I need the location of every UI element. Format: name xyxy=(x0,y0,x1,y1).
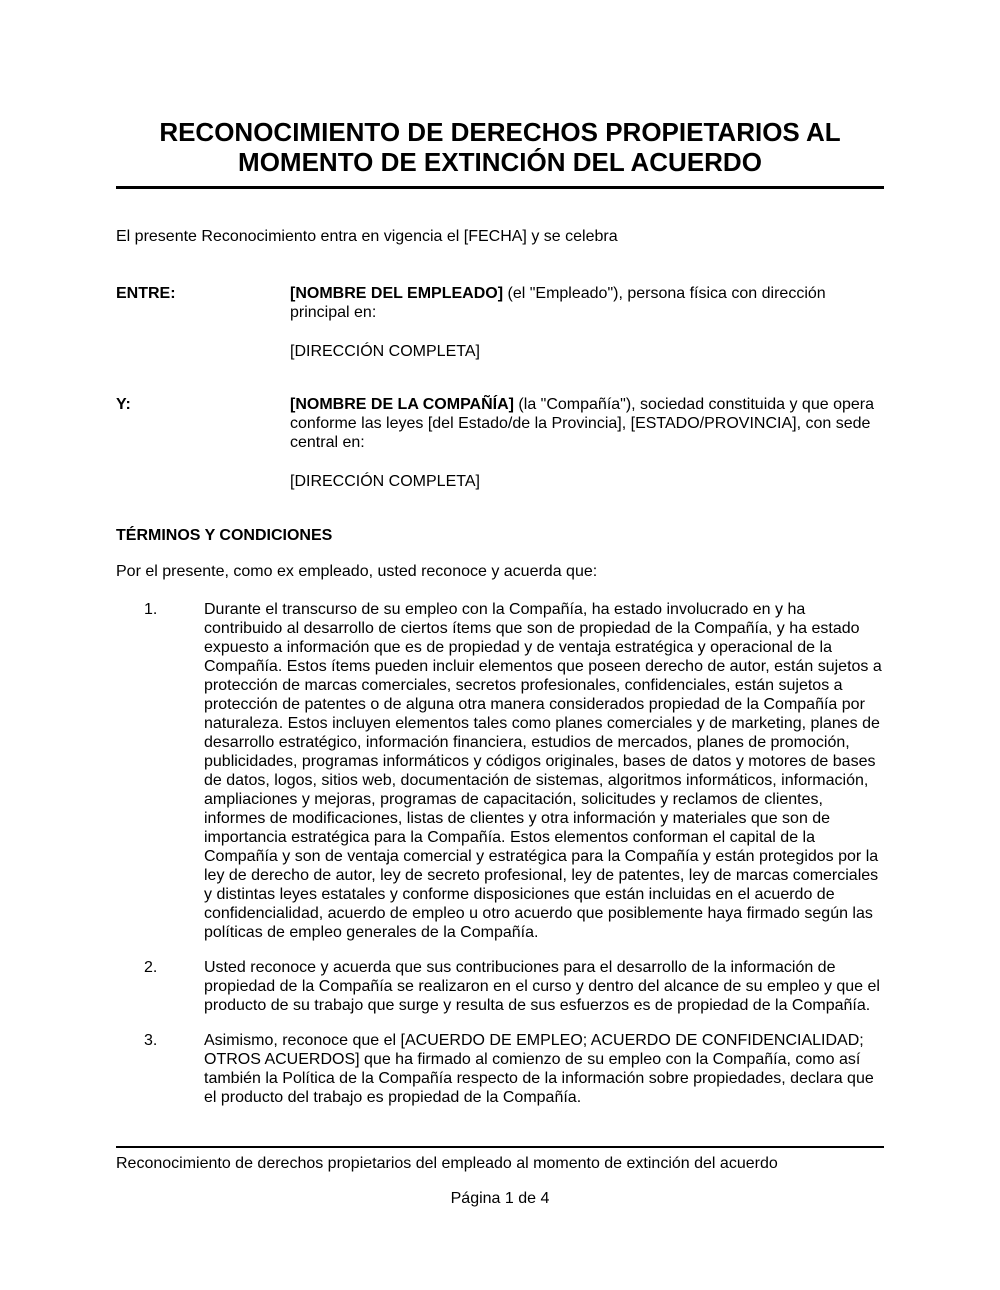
term-item-1 xyxy=(116,600,884,942)
party-description-entre xyxy=(290,284,884,322)
party-address-placeholder-company: [DIRECCIÓN COMPLETA] xyxy=(290,473,480,490)
page-title: RECONOCIMIENTO DE DERECHOS PROPIETARIOS AL MOMENTO DE EXTINCIÓN DEL ACUERDO xyxy=(159,117,841,177)
footer-page-number: Página 1 de 4 xyxy=(450,1190,550,1207)
party-description-y xyxy=(290,395,884,452)
party-body-entre xyxy=(290,284,884,361)
party-description-text-y: (la "Compañía"), sociedad constituida y que opera conforme las leyes [del Estado/de la Provincia], [ESTADO/PROVINCIA], con sede central en: xyxy=(290,396,874,451)
terms-intro-paragraph: Por el presente, como ex empleado, usted reconoce y acuerda que: xyxy=(116,563,598,580)
title-divider xyxy=(116,186,884,189)
party-block-y xyxy=(116,395,884,491)
footer-document-name: Reconocimiento de derechos propietarios del empleado al momento de extinción del acuerdo xyxy=(116,1155,778,1172)
term-number-1: 1. xyxy=(144,601,158,618)
party-block-entre xyxy=(116,284,884,361)
term-number-2: 2. xyxy=(144,959,158,976)
party-name-placeholder-company: [NOMBRE DE LA COMPAÑÍA] xyxy=(290,396,514,413)
party-label-entre: ENTRE: xyxy=(116,285,176,302)
party-address-placeholder-employee: [DIRECCIÓN COMPLETA] xyxy=(290,343,480,360)
term-item-2 xyxy=(116,958,884,1015)
intro-paragraph: El presente Reconocimiento entra en vigencia el [FECHA] y se celebra xyxy=(116,228,618,245)
term-number-3: 3. xyxy=(144,1032,158,1049)
party-label-y: Y: xyxy=(116,396,131,413)
page-footer xyxy=(116,1146,884,1208)
party-body-y xyxy=(290,395,884,491)
term-text-2: Usted reconoce y acuerda que sus contribuciones para el desarrollo de la información de propiedad de la Compañía se realizaron en el curso y dentro del alcance de su empleo y que el producto de su trabajo que surge y resulta de sus esfuerzos es de propiedad de la Compañía. xyxy=(204,959,880,1014)
party-name-placeholder-employee: [NOMBRE DEL EMPLEADO] xyxy=(290,285,504,302)
party-description-text-entre: (el "Empleado"), persona física con dirección principal en: xyxy=(290,285,826,321)
term-text-1: Durante el transcurso de su empleo con la Compañía, ha estado involucrado en y ha contribuido al desarrollo de ciertos ítems que son de propiedad de la Compañía, y ha estado expuesto a información que es de propiedad y de ventaja estratégica y operacional de la Compañía. Estos ítems pueden incluir elementos que poseen derecho de autor, están sujetos a protección de marcas comerciales, secretos profesionales, confidenciales, están sujetos a protección de patentes o de alguna otra manera considerados propiedad de la Compañía por naturaleza. Estos incluyen elementos tales como planes comerciales y de marketing, planes de desarrollo estratégico, información financiera, estudios de mercados, planes de promoción, publicidades, programas informáticos y códigos originales, bases de datos y motores de bases de datos, logos, sitios web, documentación de sistemas, algoritmos informáticos, información, ampliaciones y mejoras, programas de capacitación, solicitudes y reclamos de clientes, informes de modificaciones, listas de clientes y otra información y materiales que son de importancia estratégica para la Compañía. Estos elementos conforman el capital de la Compañía y son de ventaja comercial y estratégica para la Compañía y están protegidos por la ley de derecho de autor, ley de secreto profesional, ley de patentes, ley de marcas comerciales y distintas leyes estatales y conforme disposiciones que están incluidas en el acuerdo de confidencialidad, acuerdo de empleo u otro acuerdo que posiblemente haya firmado según las políticas de empleo generales de la Compañía. xyxy=(204,601,882,941)
term-item-3 xyxy=(116,1031,884,1107)
terms-heading: TÉRMINOS Y CONDICIONES xyxy=(116,527,333,544)
document-content xyxy=(116,0,884,1107)
term-text-3: Asimismo, reconoce que el [ACUERDO DE EMPLEO; ACUERDO DE CONFIDENCIALIDAD; OTROS ACUERDOS] que ha firmado al comienzo de su empleo con la Compañía, como así también la Política de la Compañía respecto de la información sobre propiedades, declara que el producto del trabajo es propiedad de la Compañía. xyxy=(204,1032,874,1106)
footer-divider xyxy=(116,1146,884,1148)
terms-list xyxy=(116,600,884,1107)
